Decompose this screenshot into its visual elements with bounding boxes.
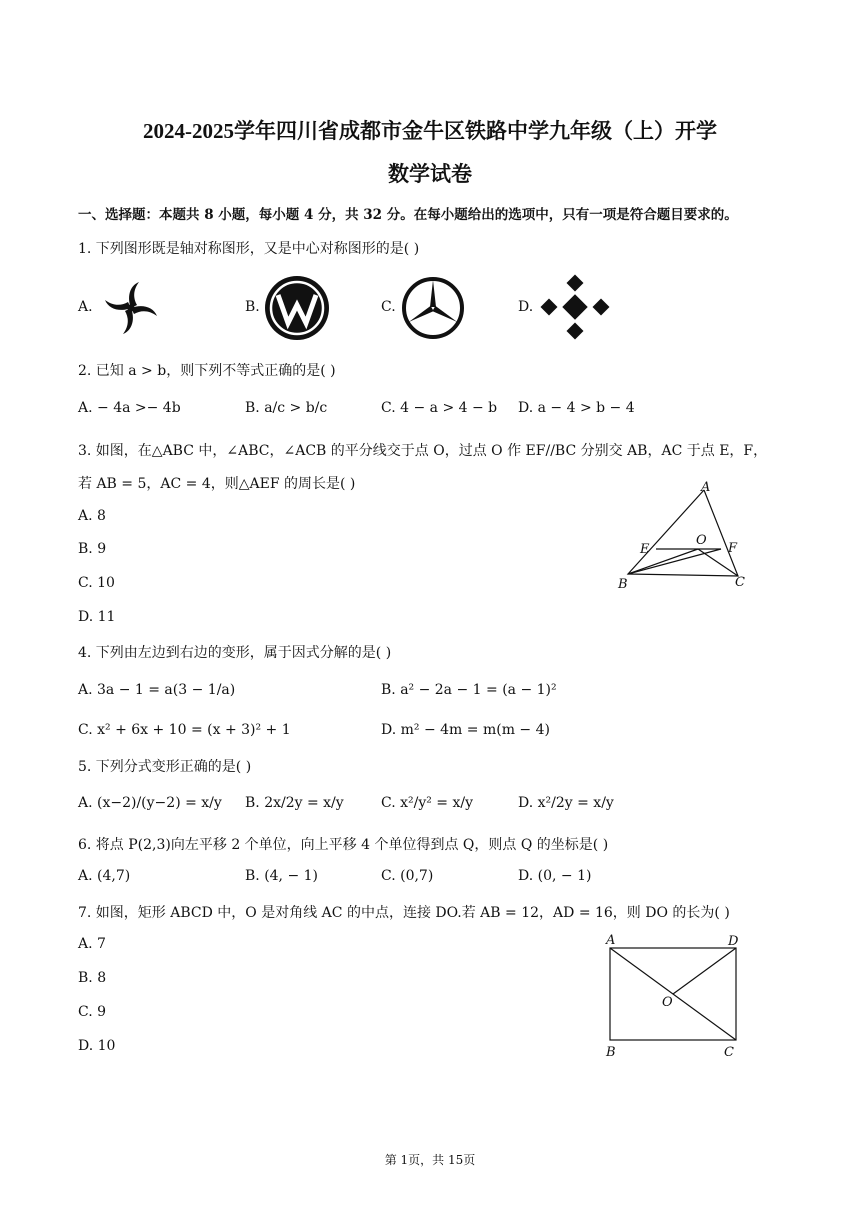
question-1-stem: 1. 下列图形既是轴对称图形，又是中心对称图形的是( ) [78, 241, 420, 257]
question-3-stem-line1: 3. 如图，在△ABC 中，∠ABC，∠ACB 的平分线交于点 O，过点 O 作 EF//BC 分别交 AB，AC 于点 E，F， [78, 443, 768, 459]
vw-logo-figure-icon [264, 275, 330, 341]
question-6-stem: 6. 将点 P(2,3)向左平移 2 个单位，向上平移 4 个单位得到点 Q，则点 Q 的坐标是( ) [78, 837, 609, 853]
q7-option-d[interactable]: D. 10 [78, 1038, 116, 1054]
q6-option-d[interactable]: D. (0, − 1) [518, 868, 592, 884]
q5-option-a[interactable]: A. (x−2)/(y−2) = x/y [78, 795, 222, 811]
q4-option-b[interactable]: B. a² − 2a − 1 = (a − 1)² [381, 682, 557, 698]
q5-option-b[interactable]: B. 2x/2y = x/y [245, 795, 344, 811]
q5-option-d[interactable]: D. x²/2y = x/y [518, 795, 614, 811]
label-A: A [606, 933, 616, 948]
question-4-stem: 4. 下列由左边到右边的变形，属于因式分解的是( ) [78, 645, 392, 661]
q7-option-b[interactable]: B. 8 [78, 970, 107, 986]
label-D: D [728, 934, 739, 949]
q2-option-b[interactable]: B. a/c > b/c [245, 400, 328, 416]
q7-option-a[interactable]: A. 7 [78, 936, 106, 952]
label-B: B [606, 1045, 616, 1060]
q6-option-b[interactable]: B. (4, − 1) [245, 868, 319, 884]
label-O: O [696, 533, 707, 548]
q3-option-c[interactable]: C. 10 [78, 575, 115, 591]
page-footer: 第 1页，共 15页 [384, 1153, 476, 1167]
q2-option-a[interactable]: A. − 4a >− 4b [78, 400, 181, 416]
triangle-abc-figure [610, 478, 760, 593]
q3-option-d[interactable]: D. 11 [78, 609, 116, 625]
label-E: E [640, 542, 650, 557]
page-title-line1: 2024-2025学年四川省成都市金牛区铁路中学九年级（上）开学 [143, 119, 717, 143]
q4-option-d[interactable]: D. m² − 4m = m(m − 4) [381, 722, 550, 738]
three-spoke-star-figure-icon [401, 276, 465, 340]
pinwheel-figure-icon [100, 278, 162, 338]
q1-option-d-label[interactable]: D. [518, 299, 534, 315]
label-O: O [662, 995, 673, 1010]
q1-option-c-label[interactable]: C. [381, 299, 396, 315]
q1-option-a-label[interactable]: A. [78, 299, 93, 315]
q4-option-a[interactable]: A. 3a − 1 = a(3 − 1/a) [78, 682, 236, 698]
question-3-stem-line2: 若 AB = 5，AC = 4，则△AEF 的周长是( ) [78, 476, 356, 492]
q6-option-c[interactable]: C. (0,7) [381, 868, 434, 884]
question-7-stem: 7. 如图，矩形 ABCD 中，O 是对角线 AC 的中点，连接 DO.若 AB = 12，AD = 16，则 DO 的长为( ) [78, 905, 730, 921]
page-title-line2: 数学试卷 [388, 162, 472, 186]
label-C: C [724, 1045, 734, 1060]
section-heading: 一、选择题：本题共 8 小题，每小题 4 分，共 32 分。在每小题给出的选项中，只有一项是符合题目要求的。 [78, 207, 738, 223]
q1-option-b-label[interactable]: B. [245, 299, 260, 315]
label-A: A [701, 480, 711, 495]
q6-option-a[interactable]: A. (4,7) [78, 868, 131, 884]
q2-option-d[interactable]: D. a − 4 > b − 4 [518, 400, 635, 416]
question-2-stem: 2. 已知 a > b，则下列不等式正确的是( ) [78, 363, 336, 379]
question-5-stem: 5. 下列分式变形正确的是( ) [78, 759, 252, 775]
q3-option-a[interactable]: A. 8 [78, 508, 106, 524]
q3-option-b[interactable]: B. 9 [78, 541, 107, 557]
q7-option-c[interactable]: C. 9 [78, 1004, 107, 1020]
q2-option-c[interactable]: C. 4 − a > 4 − b [381, 400, 498, 416]
label-F: F [728, 541, 738, 556]
label-C: C [735, 575, 745, 590]
q4-option-c[interactable]: C. x² + 6x + 10 = (x + 3)² + 1 [78, 722, 291, 738]
label-B: B [618, 577, 628, 592]
q5-option-c[interactable]: C. x²/y² = x/y [381, 795, 474, 811]
diamond-cross-figure-icon [538, 274, 612, 340]
rectangle-abcd-figure [600, 930, 750, 1060]
